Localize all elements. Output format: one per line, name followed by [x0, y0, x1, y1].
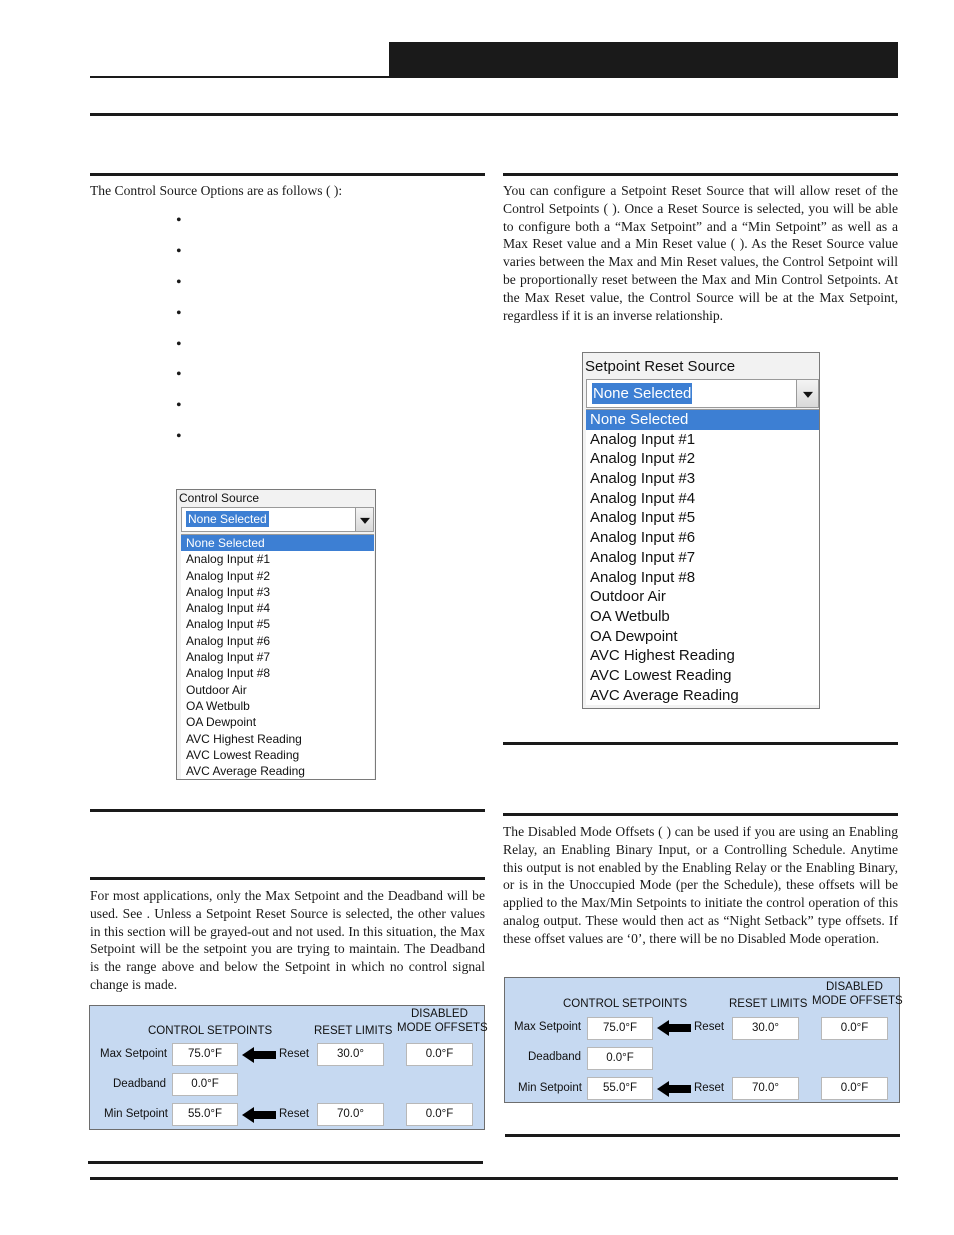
bullet: •: [176, 366, 182, 384]
header-bar: [389, 42, 898, 78]
deadband-field[interactable]: 0.0°F: [172, 1073, 238, 1096]
bullet: •: [176, 428, 182, 446]
control-setpoints-header: CONTROL SETPOINTS: [563, 998, 688, 1010]
setpoint-reset-source-select[interactable]: [586, 379, 819, 408]
disabled-offsets-header-line2: MODE OFFSETS: [397, 1022, 488, 1034]
deadband-field[interactable]: 0.0°F: [587, 1047, 653, 1070]
dropdown-option[interactable]: Analog Input #5: [186, 617, 271, 632]
right-bottom-rule: [505, 1134, 900, 1137]
min-reset-label: Reset: [694, 1082, 725, 1094]
dropdown-option[interactable]: Analog Input #3: [590, 470, 696, 488]
dropdown-option[interactable]: Analog Input #5: [590, 509, 696, 527]
dropdown-option[interactable]: AVC Highest Reading: [186, 731, 302, 746]
dropdown-option[interactable]: None Selected: [586, 410, 819, 430]
dropdown-option[interactable]: Analog Input #6: [186, 633, 271, 648]
deadband-label: Deadband: [528, 1051, 582, 1063]
dropdown-option[interactable]: Analog Input #3: [186, 584, 271, 599]
reset-limits-header: RESET LIMITS: [729, 998, 808, 1010]
dropdown-option[interactable]: Analog Input #1: [186, 552, 271, 567]
control-source-title: Control Source: [179, 491, 260, 505]
footer-rule: [90, 1177, 898, 1180]
dropdown-option[interactable]: AVC Lowest Reading: [186, 747, 300, 762]
header-rule-bottom: [90, 113, 898, 116]
dropdown-option[interactable]: Analog Input #1: [590, 430, 696, 448]
control-setpoints-header: CONTROL SETPOINTS: [148, 1025, 273, 1037]
bullet: •: [176, 242, 182, 260]
arrow-left-icon: [242, 1107, 276, 1123]
dropdown-option[interactable]: AVC Lowest Reading: [590, 666, 732, 684]
control-source-select[interactable]: [181, 507, 374, 532]
bullet: •: [176, 273, 182, 291]
min-setpoint-field[interactable]: 55.0°F: [587, 1077, 653, 1100]
min-offset-field[interactable]: 0.0°F: [406, 1103, 473, 1126]
dropdown-option[interactable]: Analog Input #2: [186, 568, 271, 583]
control-setpoints-panel-left: [89, 1005, 488, 1130]
dropdown-option[interactable]: Analog Input #4: [186, 601, 271, 616]
dropdown-option[interactable]: Analog Input #4: [590, 489, 696, 507]
dropdown-option[interactable]: None Selected: [181, 535, 374, 551]
setpoint-reset-source-title: Setpoint Reset Source: [585, 358, 736, 375]
setpoint-reset-source-options: [586, 409, 819, 705]
dropdown-option[interactable]: Analog Input #6: [590, 529, 696, 547]
dropdown-option[interactable]: AVC Average Reading: [186, 764, 305, 779]
control-source-dropdown: [176, 489, 376, 780]
control-source-selected-value: None Selected: [188, 512, 267, 526]
disabled-offsets-header-line1: DISABLED: [826, 981, 883, 993]
control-source-options: [181, 534, 374, 779]
setpoints-description: For most applications, only the Max Setpoint and the Deadband will be used. See . Unless a Setpoint Reset Source is selected, the other values in this section will be grayed-out and not used. In this situation, the Max Setpoint will be the setpoint you are trying to maintain. The Deadband is the range above and below the Setpoint in which no control signal change is made.: [90, 888, 485, 992]
max-setpoint-field[interactable]: 75.0°F: [587, 1017, 653, 1040]
max-reset-label: Reset: [694, 1021, 725, 1033]
min-reset-field[interactable]: 70.0°: [317, 1103, 384, 1126]
control-setpoints-panel-right: [504, 977, 903, 1103]
left-section-rule-3: [90, 877, 485, 880]
dropdown-option[interactable]: OA Wetbulb: [186, 698, 250, 713]
max-reset-label: Reset: [279, 1048, 310, 1060]
bullet: •: [176, 304, 182, 322]
max-reset-field[interactable]: 30.0°: [317, 1043, 384, 1066]
dropdown-option[interactable]: Analog Input #2: [590, 450, 696, 468]
arrow-left-icon: [657, 1081, 691, 1097]
control-source-intro: The Control Source Options are as follows ( ):: [90, 183, 343, 198]
disabled-mode-description: The Disabled Mode Offsets ( ) can be used if you are using an Enabling Relay, an Enabling Binary Input, or a Controlling Schedule. Anytime this output is not enabled by the Enabling Relay or the Enabling Binary, or is in the Unoccupied Mode (per the Schedule), these offsets will be applied to the Max/Min Setpoints to initiate the control operation of this analog output. These would then act as “Night Setback” type offsets. If these offset values are ‘0’, there will be no Disabled Mode operation.: [503, 824, 898, 946]
control-source-bullet-list: [176, 213, 182, 460]
dropdown-option[interactable]: Analog Input #7: [590, 548, 696, 566]
bullet: •: [176, 212, 182, 229]
max-setpoint-label: Max Setpoint: [100, 1048, 168, 1060]
reset-limits-header: RESET LIMITS: [314, 1025, 393, 1037]
max-offset-field[interactable]: 0.0°F: [406, 1043, 473, 1066]
arrow-left-icon: [242, 1047, 276, 1063]
max-setpoint-field[interactable]: 75.0°F: [172, 1043, 238, 1066]
setpoint-reset-description: You can configure a Setpoint Reset Source that will allow reset of the Control Setpoints ( ). Once a Reset Source is selected, you will be able to configure both a “Max Setpoint” and a “Min Setpoint” as well as a Max Reset value and a Min Reset value ( ). As the Reset Source value varies between the Max and Min Reset values, the Control Setpoint will be proportionally reset between the Max and Min Control Setpoints. At the Max Reset value, the Control Source will be at the Max Setpoint, regardless if it is an inverse relationship.: [503, 183, 898, 323]
max-setpoint-label: Max Setpoint: [514, 1021, 582, 1033]
dropdown-option[interactable]: Analog Input #8: [186, 666, 271, 681]
left-section-rule-1: [90, 173, 485, 176]
min-reset-field[interactable]: 70.0°: [732, 1077, 799, 1100]
disabled-offsets-header-line1: DISABLED: [411, 1008, 468, 1020]
min-setpoint-label: Min Setpoint: [104, 1108, 168, 1120]
right-section-rule-3: [503, 813, 898, 816]
arrow-left-icon: [657, 1020, 691, 1036]
min-reset-label: Reset: [279, 1108, 310, 1120]
dropdown-option[interactable]: OA Wetbulb: [590, 607, 670, 625]
setpoint-reset-source-selected-value: None Selected: [593, 385, 692, 402]
max-offset-field[interactable]: 0.0°F: [821, 1017, 888, 1040]
header-rule-left: [90, 76, 390, 78]
disabled-offsets-header-line2: MODE OFFSETS: [812, 995, 903, 1007]
min-offset-field[interactable]: 0.0°F: [821, 1077, 888, 1100]
chevron-down-icon[interactable]: [796, 380, 818, 407]
dropdown-option[interactable]: AVC Average Reading: [590, 686, 739, 704]
right-section-rule-2: [503, 742, 898, 745]
left-bottom-rule: [88, 1161, 483, 1164]
dropdown-option[interactable]: AVC Highest Reading: [590, 647, 735, 665]
bullet: •: [176, 397, 182, 415]
min-setpoint-label: Min Setpoint: [518, 1082, 582, 1094]
dropdown-option[interactable]: Outdoor Air: [186, 682, 247, 697]
max-reset-field[interactable]: 30.0°: [732, 1017, 799, 1040]
right-section-rule-1: [503, 173, 898, 176]
setpoint-reset-source-dropdown: [582, 352, 820, 709]
dropdown-option[interactable]: OA Dewpoint: [186, 715, 257, 730]
dropdown-option[interactable]: Analog Input #8: [590, 568, 696, 586]
dropdown-option[interactable]: Analog Input #7: [186, 650, 271, 665]
bullet: •: [176, 335, 182, 353]
deadband-label: Deadband: [113, 1078, 167, 1090]
dropdown-option[interactable]: OA Dewpoint: [590, 627, 678, 645]
min-setpoint-field[interactable]: 55.0°F: [172, 1103, 238, 1126]
left-section-rule-2: [90, 809, 485, 812]
dropdown-option[interactable]: Outdoor Air: [590, 588, 666, 606]
chevron-down-icon[interactable]: [355, 508, 373, 531]
